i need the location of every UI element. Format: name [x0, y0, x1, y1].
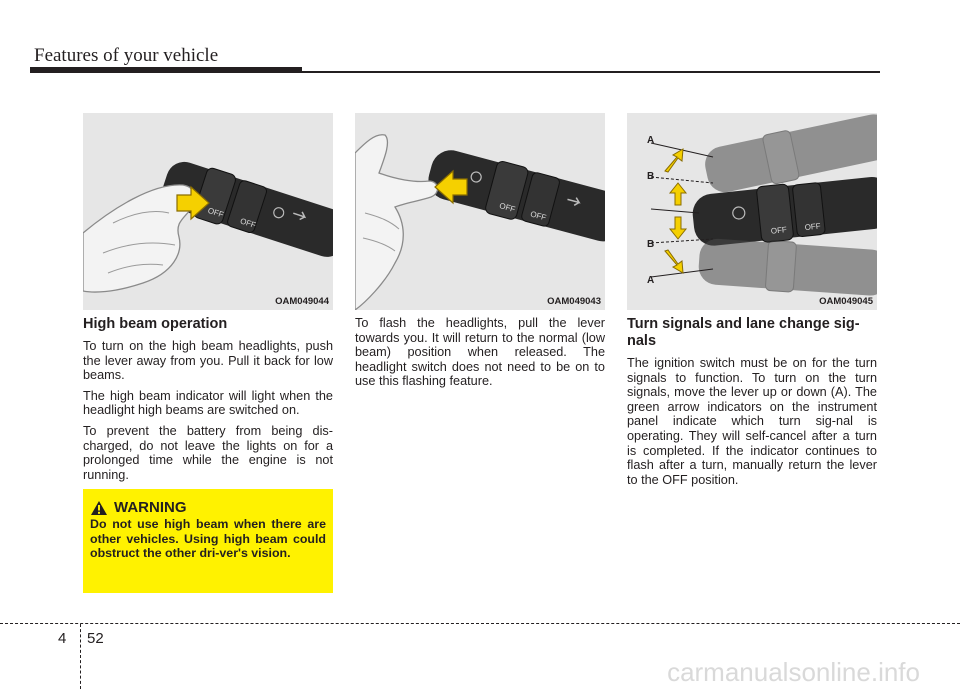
- figure-high-beam-push: [83, 113, 333, 310]
- footer-page-number: 52: [87, 630, 104, 647]
- warning-text: Do not use high beam when there are other vehicles. Using high beam could obstruct the other dri-ver's vision.: [90, 517, 326, 561]
- warning-title: WARNING: [114, 499, 187, 516]
- column-high-beam: [83, 316, 333, 488]
- figure-code: OAM049043: [547, 296, 601, 307]
- paragraph: The high beam indicator will light when the headlight high beams are switched on.: [83, 388, 333, 418]
- stalk-off-label: OFF: [529, 209, 548, 223]
- stalk-off-label: OFF: [238, 216, 257, 230]
- illustration-finger-pull-lever: [355, 113, 605, 310]
- section-heading-turn-signals: Turn signals and lane change sig-nals: [627, 316, 860, 349]
- position-label: B: [647, 171, 655, 182]
- position-label: B: [647, 239, 655, 250]
- footer-divider: [80, 624, 81, 689]
- warning-triangle-icon: [90, 500, 108, 516]
- paragraph: To prevent the battery from being dis-charged, do not leave the lights on for a prolonged time while the engine is not running.: [83, 423, 333, 482]
- figure-flash-pull: [355, 113, 605, 310]
- warning-header: [90, 499, 326, 516]
- footer-rule: [0, 623, 960, 624]
- footer-section-number: 4: [58, 630, 67, 647]
- stalk-off-label: OFF: [206, 205, 225, 220]
- figure-turn-signal: [627, 113, 877, 310]
- column-turn-signals: [627, 316, 877, 493]
- watermark: carmanualsonline.info: [667, 657, 920, 687]
- illustration-hand-push-lever: [83, 113, 333, 310]
- stalk-off-label: OFF: [804, 221, 822, 233]
- section-heading-high-beam: High beam operation: [83, 316, 228, 332]
- paragraph: To turn on the high beam headlights, push the lever away from you. Pull it back for low beams.: [83, 339, 333, 383]
- figure-code: OAM049045: [819, 296, 873, 307]
- warning-box: [83, 489, 333, 593]
- illustration-turn-signal-positions: [627, 113, 877, 310]
- stalk-off-label: OFF: [770, 225, 788, 236]
- paragraph: The ignition switch must be on for the turn signals to function. To turn on the turn signals, move the lever up or down (A). The green arrow indicators on the instrument panel indicate which turn sig-nal is operating. They will self-cancel after a turn is completed. If the indicator continues to flash after a turn, manually return the lever to the OFF position.: [627, 356, 877, 487]
- header-rule: [30, 71, 880, 73]
- figure-code: OAM049044: [275, 296, 329, 307]
- paragraph: To flash the headlights, pull the lever towards you. It will return to the normal (low beam) position when released. The headlight switch does not need to be on to use this flashing feature.: [355, 316, 605, 389]
- position-label: A: [647, 135, 655, 146]
- page-header-title: Features of your vehicle: [34, 45, 219, 66]
- stalk-off-label: OFF: [498, 201, 517, 215]
- column-flash: [355, 316, 605, 395]
- position-label: A: [647, 275, 655, 286]
